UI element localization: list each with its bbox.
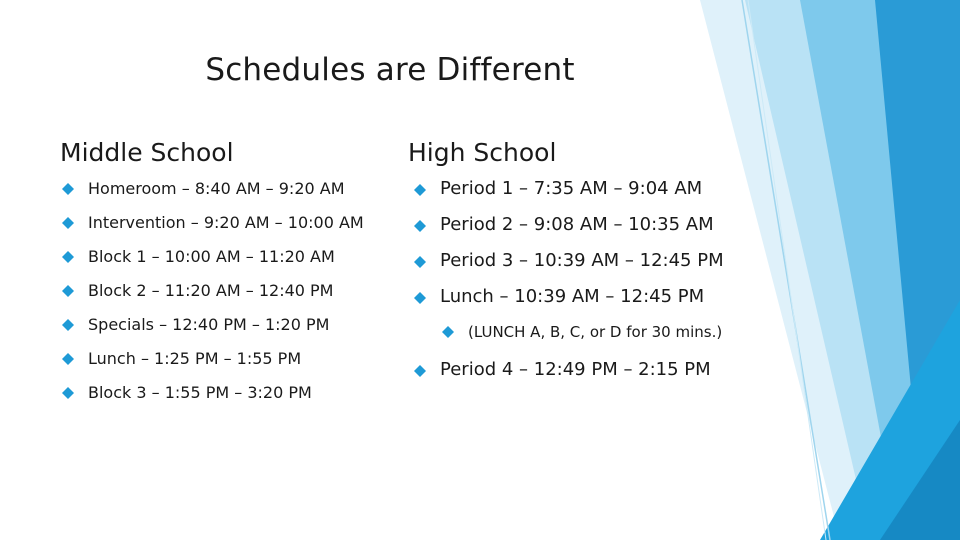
diamond-bullet-icon	[414, 365, 426, 377]
list-item	[60, 382, 382, 404]
diamond-bullet-icon	[62, 251, 74, 263]
list-item-text: Block 2 – 11:20 AM – 12:40 PM	[88, 281, 334, 300]
diamond-bullet-icon	[414, 184, 426, 196]
diamond-bullet-icon	[62, 387, 74, 399]
list-item-text: Homeroom – 8:40 AM – 9:20 AM	[88, 179, 345, 198]
diamond-bullet-icon	[414, 292, 426, 304]
diamond-bullet-icon	[62, 285, 74, 297]
slide-title: Schedules are Different	[205, 52, 575, 88]
diamond-bullet-icon	[414, 220, 426, 232]
list-item-text: Period 3 – 10:39 AM – 12:45 PM	[440, 250, 724, 271]
list-item-text: Lunch – 10:39 AM – 12:45 PM	[440, 286, 705, 307]
list-item	[60, 178, 382, 200]
lunch-note-item	[440, 322, 752, 343]
diamond-bullet-icon	[62, 217, 74, 229]
high-school-heading: High School	[408, 138, 557, 167]
list-item-text: Intervention – 9:20 AM – 10:00 AM	[88, 213, 364, 232]
list-item-text: Period 1 – 7:35 AM – 9:04 AM	[440, 178, 703, 199]
lunch-note-text: (LUNCH A, B, C, or D for 30 mins.)	[468, 323, 723, 341]
high-school-schedule-list	[412, 178, 752, 395]
diamond-bullet-icon	[62, 183, 74, 195]
diamond-bullet-icon	[62, 319, 74, 331]
list-item	[60, 246, 382, 268]
list-item	[412, 214, 752, 236]
list-item-text: Block 1 – 10:00 AM – 11:20 AM	[88, 247, 335, 266]
diamond-bullet-icon	[442, 326, 454, 338]
list-item-text: Lunch – 1:25 PM – 1:55 PM	[88, 349, 302, 368]
list-item-text: Period 2 – 9:08 AM – 10:35 AM	[440, 214, 714, 235]
list-item	[60, 314, 382, 336]
list-item	[60, 348, 382, 370]
middle-school-heading: Middle School	[60, 138, 234, 167]
list-item-text: Period 4 – 12:49 PM – 2:15 PM	[440, 359, 711, 380]
list-item	[412, 359, 752, 381]
list-item	[412, 178, 752, 200]
list-item-text: Block 3 – 1:55 PM – 3:20 PM	[88, 383, 312, 402]
list-item	[412, 250, 752, 272]
list-item-text: Specials – 12:40 PM – 1:20 PM	[88, 315, 330, 334]
list-item	[412, 286, 752, 308]
list-item	[60, 212, 382, 234]
middle-school-schedule-list	[60, 178, 382, 416]
list-item	[60, 280, 382, 302]
diamond-bullet-icon	[414, 256, 426, 268]
diamond-bullet-icon	[62, 353, 74, 365]
